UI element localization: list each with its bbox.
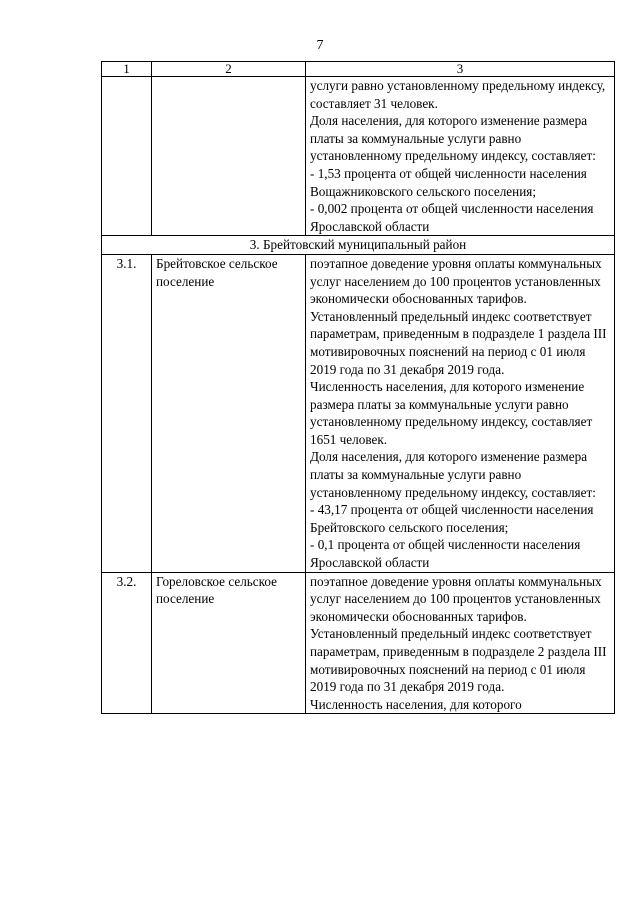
paragraph: Установленный предельный индекс соответствует параметрам, приведенным в подразделе 1 раздела III мотивировочных пояснений на период с 01 июля 2019 года по 31 декабря 2019 года. bbox=[310, 308, 607, 377]
paragraph: - 43,17 процента от общей численности населения Брейтовского сельского поселения; bbox=[310, 502, 594, 535]
paragraph: - 0,1 процента от общей численности населения Ярославской области bbox=[310, 537, 581, 571]
tariff-table bbox=[101, 61, 615, 714]
paragraph: Доля населения, для которого изменение размера платы за коммунальные услуги равно установленному предельному индексу, составляет: bbox=[310, 113, 596, 164]
paragraph: Численность населения, для которого bbox=[310, 696, 522, 712]
settlement-name: Брейтовское сельское поселение bbox=[152, 254, 306, 572]
row-number: 3.1. bbox=[102, 254, 152, 572]
table-row-3-2 bbox=[102, 572, 615, 714]
paragraph: поэтапное доведение уровня оплаты коммунальных услуг населением до 100 процентов установленных экономически обоснованных тарифов. bbox=[310, 255, 602, 307]
paragraph: поэтапное доведение уровня оплаты коммунальных услуг населением до 100 процентов установленных экономически обоснованных тарифов. bbox=[310, 573, 602, 624]
cell-description bbox=[306, 254, 615, 572]
header-col-3: 3 bbox=[306, 62, 615, 77]
table-row-continuation bbox=[102, 77, 615, 236]
header-row bbox=[102, 62, 615, 77]
header-col-1: 1 bbox=[102, 62, 152, 77]
cell-name bbox=[152, 77, 306, 236]
cell-num bbox=[102, 77, 152, 236]
section-title: 3. Брейтовский муниципальный район bbox=[102, 236, 615, 255]
paragraph: Установленный предельный индекс соответствует параметрам, приведенным в подразделе 2 раздела III мотивировочных пояснений на период с 01 июля 2019 года по 31 декабря 2019 года. bbox=[310, 626, 607, 695]
settlement-name: Гореловское сельское поселение bbox=[152, 572, 306, 714]
cell-description bbox=[306, 572, 615, 714]
paragraph: - 1,53 процента от общей численности населения Вощажниковского сельского поселения; bbox=[310, 165, 587, 199]
section-row bbox=[102, 236, 615, 255]
cell-description bbox=[306, 77, 615, 236]
paragraph: Доля населения, для которого изменение размера платы за коммунальные услуги равно установленному предельному индексу, составляет: bbox=[310, 449, 596, 500]
paragraph: Численность населения, для которого изменение размера платы за коммунальные услуги равно установленному предельному индексу, составляет 1651 человек. bbox=[310, 379, 593, 447]
row-number: 3.2. bbox=[102, 572, 152, 714]
header-col-2: 2 bbox=[152, 62, 306, 77]
page-number: 7 bbox=[316, 38, 324, 53]
table-row-3-1 bbox=[102, 254, 615, 572]
paragraph: услуги равно установленному предельному индексу, составляет 31 человек. bbox=[310, 78, 606, 111]
paragraph: - 0,002 процента от общей численности населения Ярославской области bbox=[310, 201, 594, 234]
